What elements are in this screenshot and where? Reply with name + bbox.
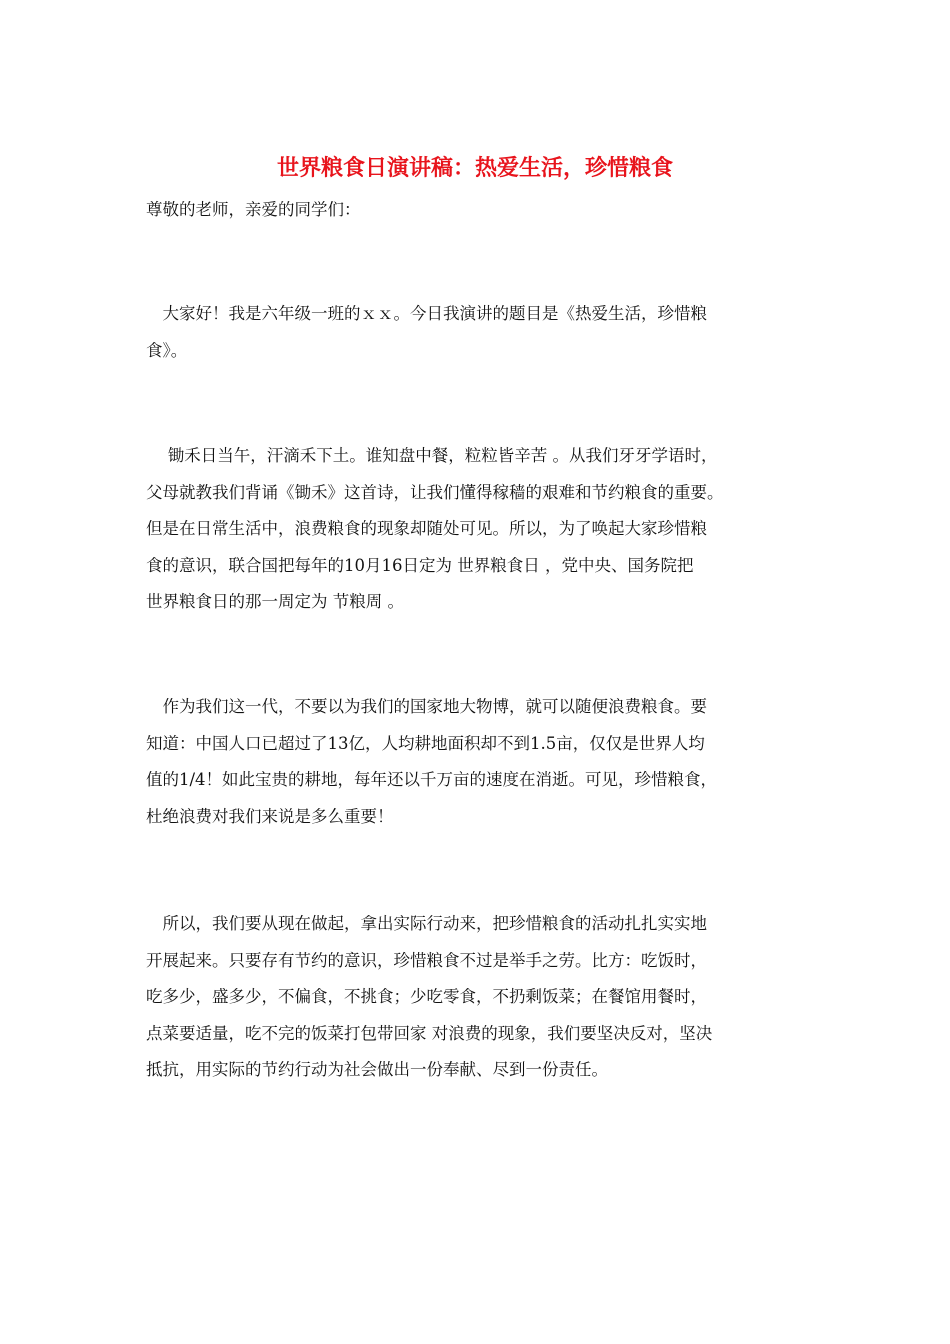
paragraph-line: 食的意识，联合国把每年的10月16日定为 世界粮食日 ，党中央、国务院把 (146, 555, 694, 575)
paragraph-line: 吃多少，盛多少，不偏食，不挑食；少吃零食，不扔剩饭菜；在餐馆用餐时， (146, 987, 707, 1006)
paragraph-line: 大家好！我是六年级一班的ｘｘ。今日我演讲的题目是《热爱生活，珍惜粮 (146, 304, 707, 323)
paragraph-line: 值的1/4！如此宝贵的耕地，每年还以千万亩的速度在消逝。可见，珍惜粮食， (146, 770, 718, 789)
paragraph-line: 开展起来。只要存有节约的意识，珍惜粮食不过是举手之劳。比方：吃饭时， (146, 950, 707, 970)
paragraph-line: 父母就教我们背诵《锄禾》这首诗，让我们懂得稼穑的艰难和节约粮食的重要。 (146, 482, 724, 502)
paragraph-line: 世界粮食日的那一周定为 节粮周 。 (146, 592, 404, 611)
document-title: 世界粮食日演讲稿：热爱生活，珍惜粮食 (276, 156, 673, 181)
paragraph-line: 但是在日常生活中，浪费粮食的现象却随处可见。所以，为了唤起大家珍惜粮 (146, 519, 707, 538)
paragraph-2 (146, 438, 811, 621)
paragraph-line: 锄禾日当午，汗滴禾下土。谁知盘中餐，粒粒皆辛苦 。从我们牙牙学语时， (146, 446, 718, 465)
paragraph-4 (146, 906, 811, 1089)
paragraph-line: 抵抗，用实际的节约行动为社会做出一份奉献、尽到一份责任。 (146, 1060, 608, 1079)
paragraph-3 (146, 689, 811, 835)
paragraph-line: 杜绝浪费对我们来说是多么重要！ (146, 806, 394, 826)
paragraph-line: 知道：中国人口已超过了13亿，人均耕地面积却不到1.5亩，仅仅是世界人均 (146, 733, 705, 753)
paragraph-line: 所以，我们要从现在做起，拿出实际行动来，把珍惜粮食的活动扎扎实实地 (146, 914, 707, 933)
paragraph-line: 点菜要适量，吃不完的饭菜打包带回家 对浪费的现象，我们要坚决反对，坚决 (146, 1023, 713, 1043)
paragraph-line: 食》。 (146, 340, 188, 360)
paragraph-1 (146, 296, 811, 369)
paragraph-line: 作为我们这一代，不要以为我们的国家地大物博，就可以随便浪费粮食。要 (146, 697, 707, 716)
salutation: 尊敬的老师，亲爱的同学们： (146, 200, 361, 219)
